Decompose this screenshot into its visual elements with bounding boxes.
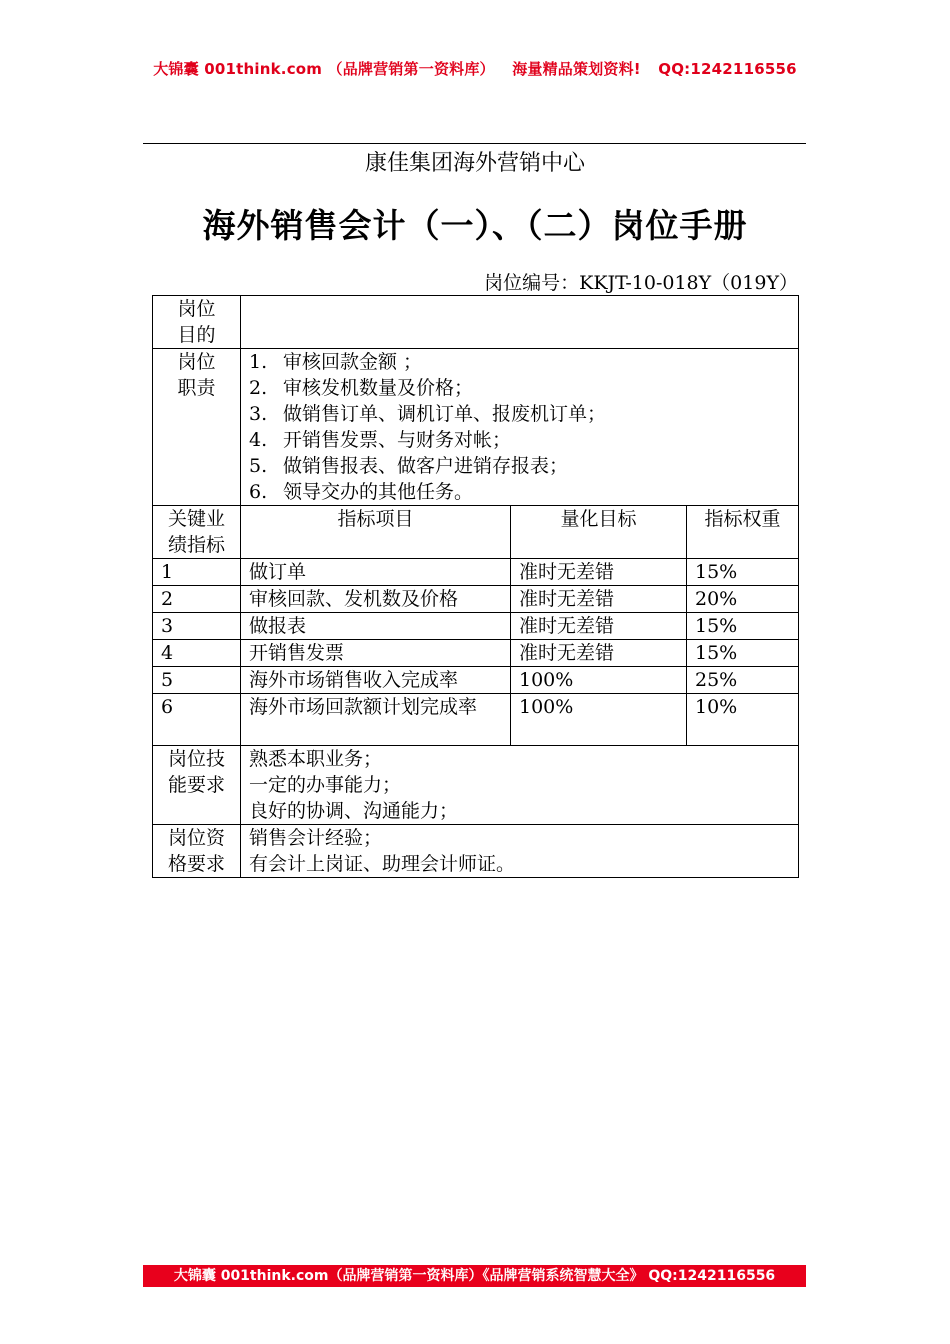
kpi-header-weight: 指标权重 [687, 506, 799, 559]
kpi-target: 100% [511, 667, 687, 694]
kpi-target: 准时无差错 [511, 559, 687, 586]
banner-slogan: 海量精品策划资料! [512, 60, 641, 78]
qualification-row [153, 825, 799, 878]
table-row [153, 640, 799, 667]
page-title: 海外销售会计（一）、（二）岗位手册 [202, 206, 748, 245]
table-row [153, 667, 799, 694]
kpi-no: 5 [153, 667, 241, 694]
table-row [153, 694, 799, 746]
kpi-item: 海外市场销售收入完成率 [241, 667, 511, 694]
kpi-target: 准时无差错 [511, 586, 687, 613]
kpi-weight: 25% [687, 667, 799, 694]
kpi-target: 准时无差错 [511, 613, 687, 640]
top-banner [0, 58, 950, 79]
organization-name: 康佳集团海外营销中心 [364, 151, 585, 176]
kpi-item: 海外市场回款额计划完成率 [241, 694, 511, 746]
kpi-header-item: 指标项目 [241, 506, 511, 559]
skills-row [153, 746, 799, 825]
kpi-label: 关键业 绩指标 [153, 506, 241, 559]
kpi-weight: 10% [687, 694, 799, 746]
purpose-row [153, 296, 799, 349]
job-manual-table [152, 295, 799, 878]
kpi-no: 2 [153, 586, 241, 613]
skill-item: 一定的办事能力； [249, 774, 402, 796]
kpi-no: 6 [153, 694, 241, 746]
kpi-target: 准时无差错 [511, 640, 687, 667]
position-code: 岗位编号：KKJT-10-018Y（019Y） [484, 272, 798, 294]
purpose-label: 岗位 目的 [153, 296, 241, 349]
duties-row [153, 349, 799, 506]
duty-item: 6. 领导交办的其他任务。 [249, 481, 474, 503]
kpi-no: 1 [153, 559, 241, 586]
footer-banner: 大锦囊 001think.com（品牌营销第一资料库）《品牌营销系统智慧大全》 QQ:1242116556 [143, 1265, 806, 1287]
kpi-item: 开销售发票 [241, 640, 511, 667]
kpi-weight: 20% [687, 586, 799, 613]
kpi-header-row [153, 506, 799, 559]
duty-item: 4. 开销售发票、与财务对帐； [249, 429, 512, 451]
skills-label: 岗位技 能要求 [153, 746, 241, 825]
table-row [153, 586, 799, 613]
qualification-label: 岗位资 格要求 [153, 825, 241, 878]
qualification-item: 有会计上岗证、助理会计师证。 [249, 853, 516, 875]
qualification-list [241, 825, 799, 878]
duty-item: 3. 做销售订单、调机订单、报废机订单； [249, 403, 607, 425]
duty-item: 2. 审核发机数量及价格； [249, 377, 474, 399]
kpi-no: 4 [153, 640, 241, 667]
skill-item: 良好的协调、沟通能力； [249, 800, 459, 822]
kpi-target: 100% [511, 694, 687, 746]
kpi-header-target: 量化目标 [511, 506, 687, 559]
kpi-weight: 15% [687, 640, 799, 667]
kpi-item: 做报表 [241, 613, 511, 640]
qualification-item: 销售会计经验； [249, 827, 383, 849]
banner-qq: QQ:1242116556 [658, 60, 797, 78]
table-row [153, 613, 799, 640]
kpi-weight: 15% [687, 559, 799, 586]
skills-list [241, 746, 799, 825]
kpi-no: 3 [153, 613, 241, 640]
duties-list [241, 349, 799, 506]
duty-item: 5. 做销售报表、做客户进销存报表； [249, 455, 569, 477]
duties-label: 岗位 职责 [153, 349, 241, 506]
kpi-item: 做订单 [241, 559, 511, 586]
duty-item: 1. 审核回款金额 ； [249, 351, 423, 373]
skill-item: 熟悉本职业务； [249, 748, 383, 770]
header-divider [143, 143, 806, 144]
kpi-item: 审核回款、发机数及价格 [241, 586, 511, 613]
table-row [153, 559, 799, 586]
kpi-weight: 15% [687, 613, 799, 640]
purpose-value [241, 296, 799, 349]
banner-site: 大锦囊 001think.com （品牌营销第一资料库） [153, 60, 495, 78]
